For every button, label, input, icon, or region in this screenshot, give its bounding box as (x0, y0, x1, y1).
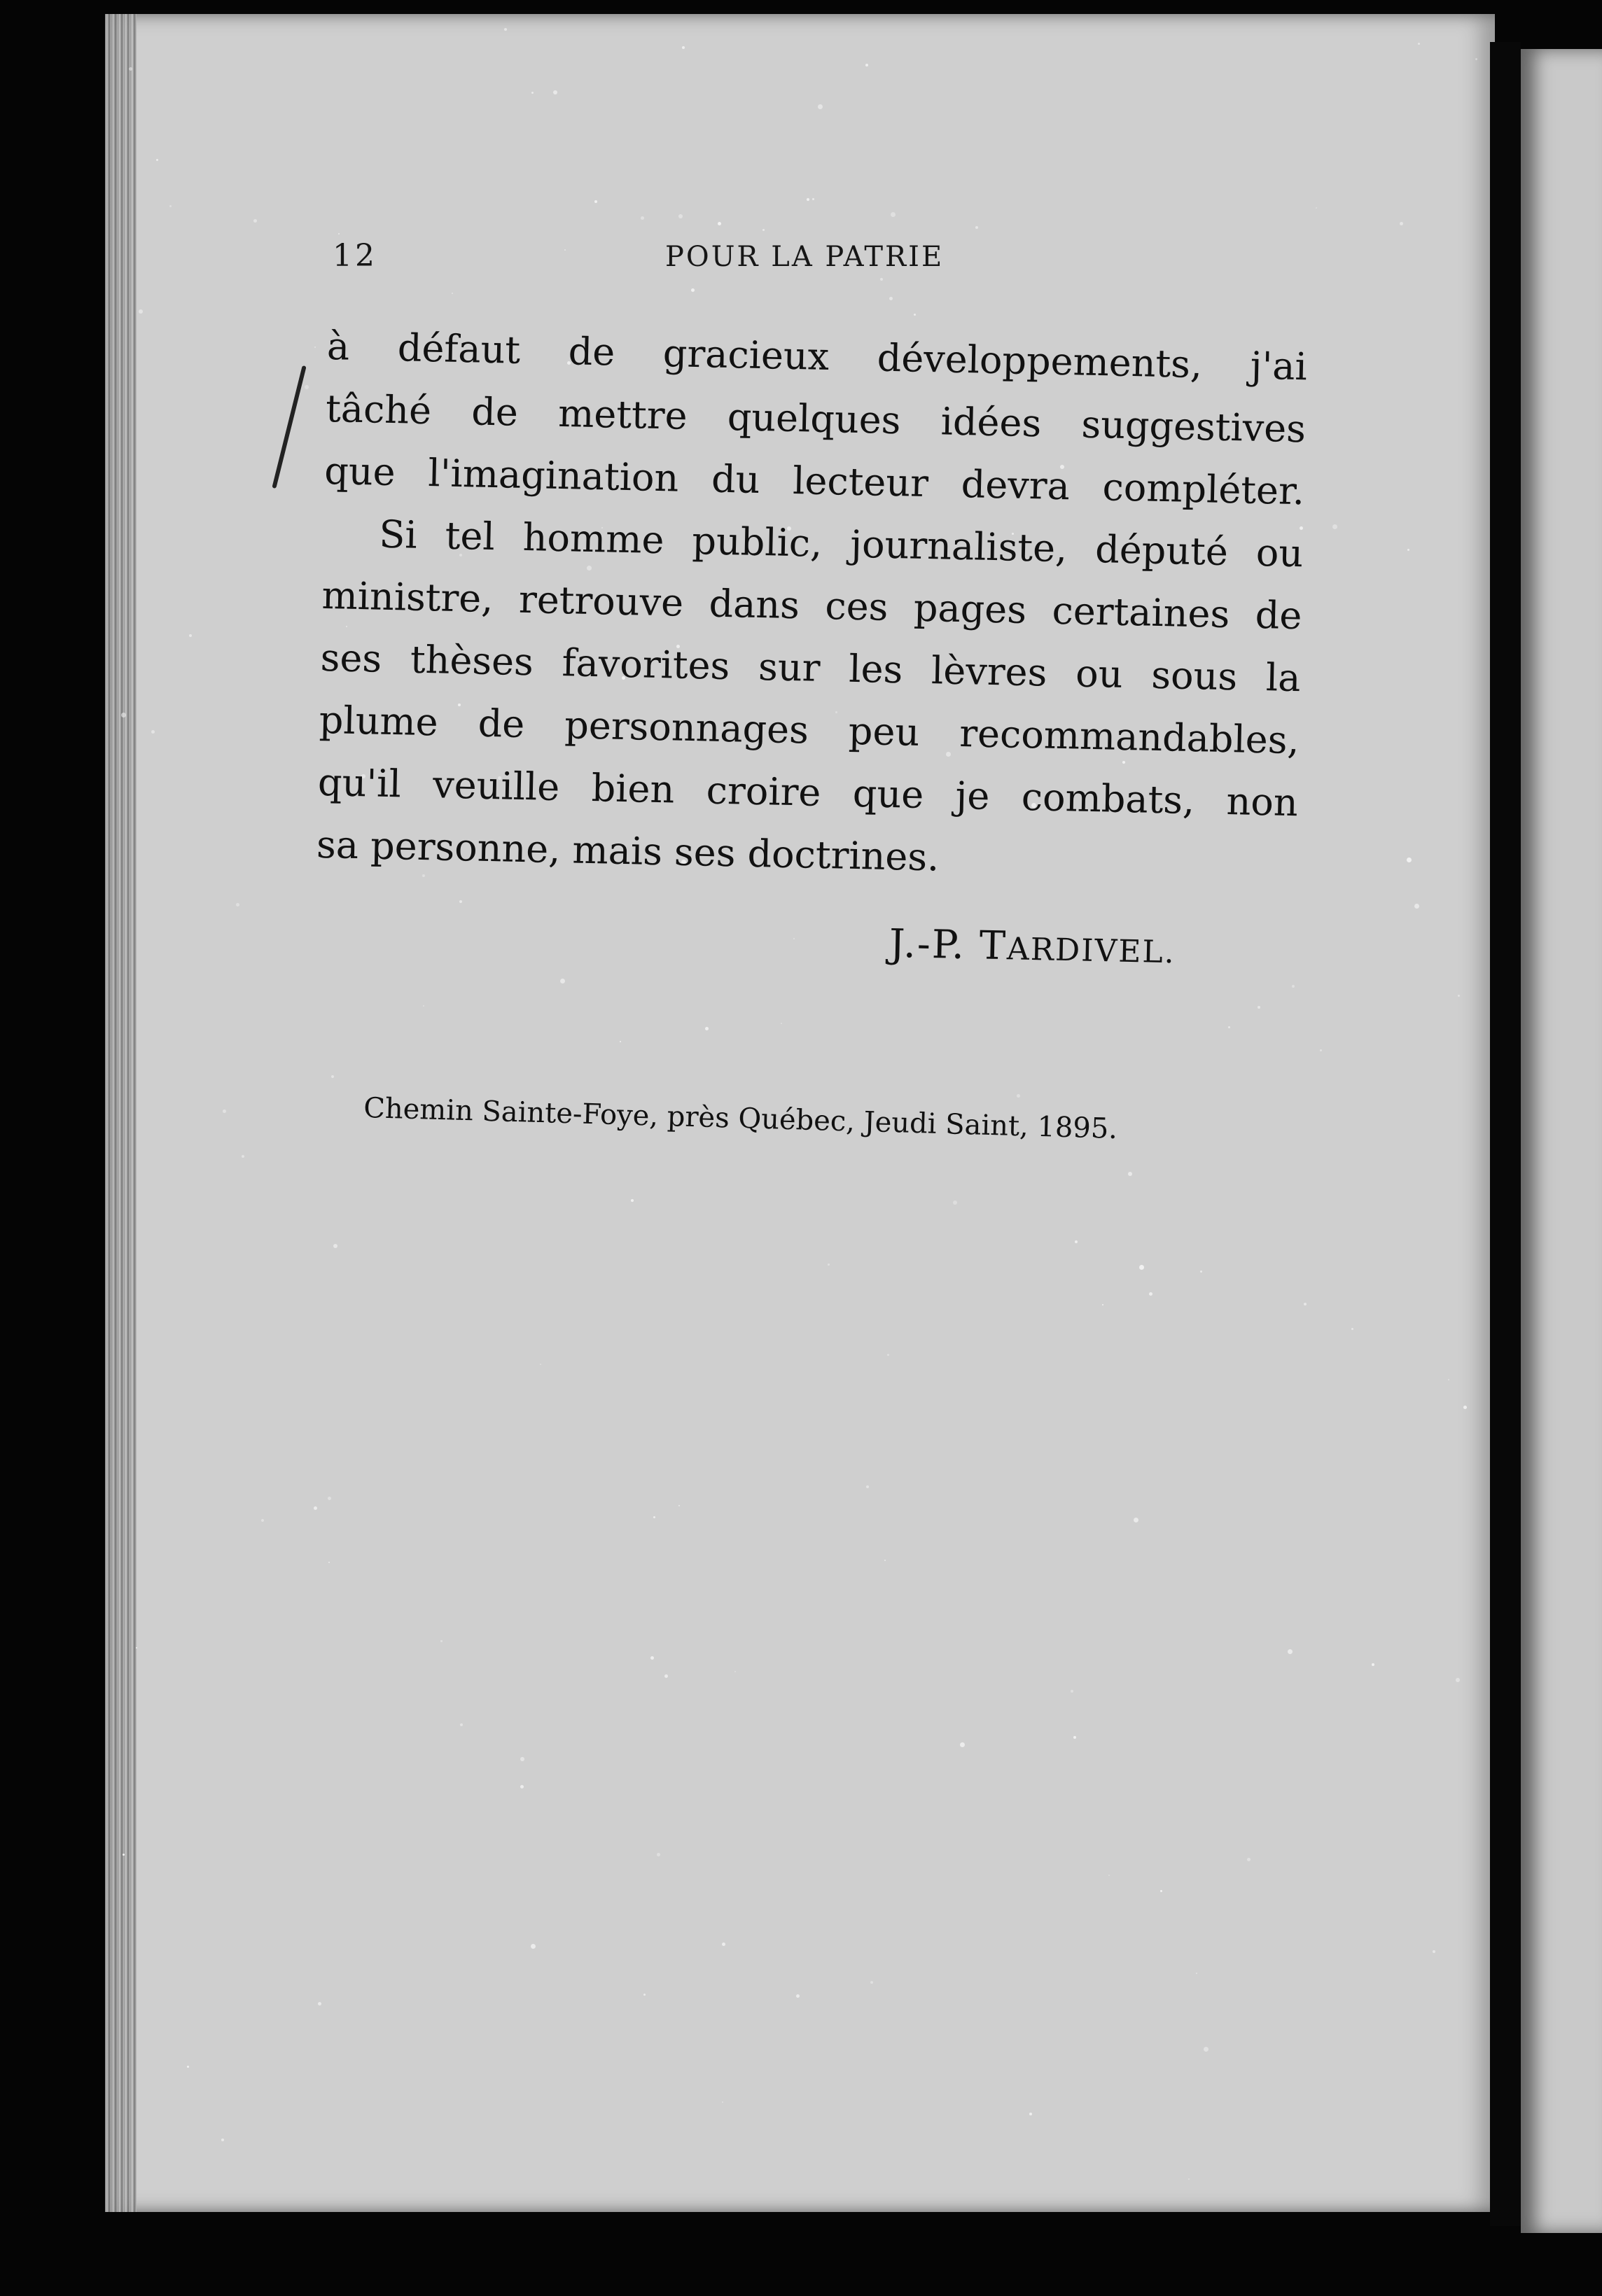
paragraph-1 (323, 315, 1307, 522)
scan-speck (953, 1200, 957, 1205)
scan-speck (520, 1757, 524, 1761)
scan-speck (1448, 1379, 1449, 1380)
scan-speck (328, 1497, 331, 1500)
scan-speck (678, 1505, 680, 1506)
text-line: plume de personnages peu recommandables, (319, 697, 1300, 763)
dateline: Chemin Sainte-Foye, près Québec, Jeudi Saint, 1895. (363, 1092, 1118, 1146)
scan-speck (718, 222, 721, 225)
scan-speck (1228, 1026, 1230, 1028)
text-line: ses thèses favorites sur les lèvres ou sous la (320, 635, 1302, 701)
scan-speck (887, 1354, 889, 1356)
scan-speck (975, 226, 978, 229)
text-line: à défaut de gracieux développements, j'ai (326, 323, 1308, 389)
scan-speck (333, 1244, 337, 1248)
signature-initials: J.-P. T (889, 920, 1008, 969)
scan-speck (1304, 1303, 1307, 1306)
running-title: POUR LA PATRIE (665, 241, 945, 273)
text-line: tâché de mettre quelques idées suggestives (325, 386, 1307, 451)
scan-speck (1288, 1649, 1293, 1654)
scan-speck (1149, 1292, 1152, 1296)
scan-speck (865, 64, 868, 66)
scan-speck (423, 1005, 424, 1007)
scan-speck (793, 938, 795, 939)
scan-speck (1102, 1304, 1103, 1306)
scan-speck (221, 2138, 224, 2141)
scan-speck (520, 1785, 524, 1788)
scan-speck (440, 1640, 443, 1642)
scan-speck (139, 309, 143, 314)
scan-speck (338, 233, 340, 234)
scan-speck (531, 1944, 536, 1949)
scan-speck (762, 229, 765, 231)
scan-speck (722, 1942, 725, 1946)
scan-speck (1204, 2047, 1209, 2052)
scan-speck (253, 219, 257, 223)
scan-speck (504, 28, 507, 31)
scan-speck (1458, 995, 1460, 997)
scan-speck (1071, 1690, 1073, 1693)
scan-speck (1200, 1270, 1202, 1273)
scan-speck (1372, 1663, 1374, 1666)
scan-speck (560, 979, 565, 983)
scan-speck (1418, 43, 1420, 45)
page-edges (105, 14, 137, 2212)
scan-speck (889, 297, 893, 300)
scan-speck (807, 198, 809, 201)
scan-speck (460, 1723, 463, 1726)
scan-speck (223, 1110, 226, 1113)
scan-speck (653, 1516, 655, 1518)
scan-speck (1247, 1858, 1251, 1861)
scan-speck (1332, 524, 1337, 529)
scan-speck (1075, 1240, 1078, 1243)
scan-speck (169, 205, 172, 207)
scan-speck (1433, 1950, 1435, 1953)
scan-speck (734, 1671, 736, 1672)
scan-speck (318, 2002, 321, 2005)
scan-speck (796, 1994, 800, 1998)
scan-speck (129, 67, 132, 71)
scan-speck (828, 1264, 830, 1266)
scan-speck (1029, 2113, 1032, 2115)
scan-speck (156, 159, 158, 161)
scan-speck (914, 314, 916, 316)
scan-speck (657, 1853, 660, 1856)
scan-speck (1475, 58, 1477, 60)
scan-speck (960, 1742, 965, 1747)
scan-speck (1351, 1328, 1353, 1330)
scan-speck (1134, 1518, 1138, 1522)
scan-speck (1073, 1736, 1076, 1739)
scan-speck (242, 1155, 244, 1158)
scan-speck (664, 1674, 668, 1678)
paragraph-2 (316, 502, 1304, 896)
scan-speck (121, 713, 126, 718)
scan-speck (650, 1656, 654, 1660)
scan-speck (631, 1199, 634, 1202)
scan-speck (531, 92, 534, 94)
text-line: qu'il veuille bien croire que je combats, non (317, 760, 1299, 825)
scan-speck (818, 104, 823, 109)
scan-speck (1139, 1265, 1144, 1270)
scan-speck (1258, 1006, 1260, 1009)
scan-speck (1108, 1875, 1110, 1876)
scan-speck (1400, 222, 1403, 225)
scan-speck (540, 1364, 541, 1365)
scan-speck (891, 212, 896, 217)
scan-speck (594, 200, 597, 203)
scan-speck (305, 385, 309, 389)
book-gutter (1490, 42, 1521, 2226)
signature-surname: ARDIVEL. (1006, 931, 1176, 971)
scan-speck (643, 1994, 646, 1996)
scan-speck (123, 1854, 125, 1856)
scan-speck (682, 46, 685, 49)
scan-speck (1316, 207, 1317, 209)
scan-speck (331, 1075, 334, 1078)
scan-speck (236, 903, 239, 906)
page-header (333, 238, 1313, 294)
scan-speck (187, 2066, 189, 2068)
scan-speck (314, 1506, 317, 1510)
scan-speck (641, 216, 644, 220)
scan-speck (189, 634, 192, 637)
scan-speck (151, 730, 155, 734)
scan-speck (884, 1560, 886, 1561)
scan-speck (1196, 1973, 1197, 1974)
text-line: Si tel homme public, journaliste, député ou (378, 512, 1304, 576)
scan-speck (1128, 1172, 1132, 1176)
body-text (316, 315, 1307, 896)
text-line: sa personne, mais ses doctrines. (316, 822, 940, 880)
page-number: 12 (333, 238, 377, 274)
scan-speck (1463, 1406, 1467, 1409)
scan-speck (705, 1027, 709, 1030)
scan-speck (722, 2101, 723, 2103)
scan-speck (1407, 858, 1412, 862)
scan-speck (136, 1647, 137, 1648)
scan-speck (866, 1485, 869, 1488)
scan-speck (1188, 2178, 1190, 2180)
scan-speck (1160, 1890, 1162, 1892)
scan-speck (1320, 1049, 1322, 1051)
scan-speck (1456, 1678, 1460, 1682)
scan-speck (1017, 1094, 1020, 1098)
scan-speck (812, 198, 814, 200)
facing-page-edge (1521, 49, 1602, 2233)
scan-speck (870, 1981, 873, 1984)
text-line: que l'imagination du lecteur devra compléter. (323, 448, 1305, 514)
scan-speck (781, 1023, 782, 1024)
scan-speck (553, 90, 557, 94)
scan-speck (1292, 985, 1295, 988)
scan-speck (314, 346, 316, 348)
scan-speck (261, 1519, 264, 1522)
scan-speck (1407, 549, 1409, 551)
author-signature (889, 921, 1176, 973)
text-line: ministre, retrouve dans ces pages certaines de (321, 573, 1302, 638)
scan-speck (678, 214, 683, 218)
scan-speck (328, 1562, 330, 1563)
scan-speck (620, 1041, 621, 1042)
scan-speck (459, 900, 462, 903)
scan-speck (1414, 904, 1419, 909)
